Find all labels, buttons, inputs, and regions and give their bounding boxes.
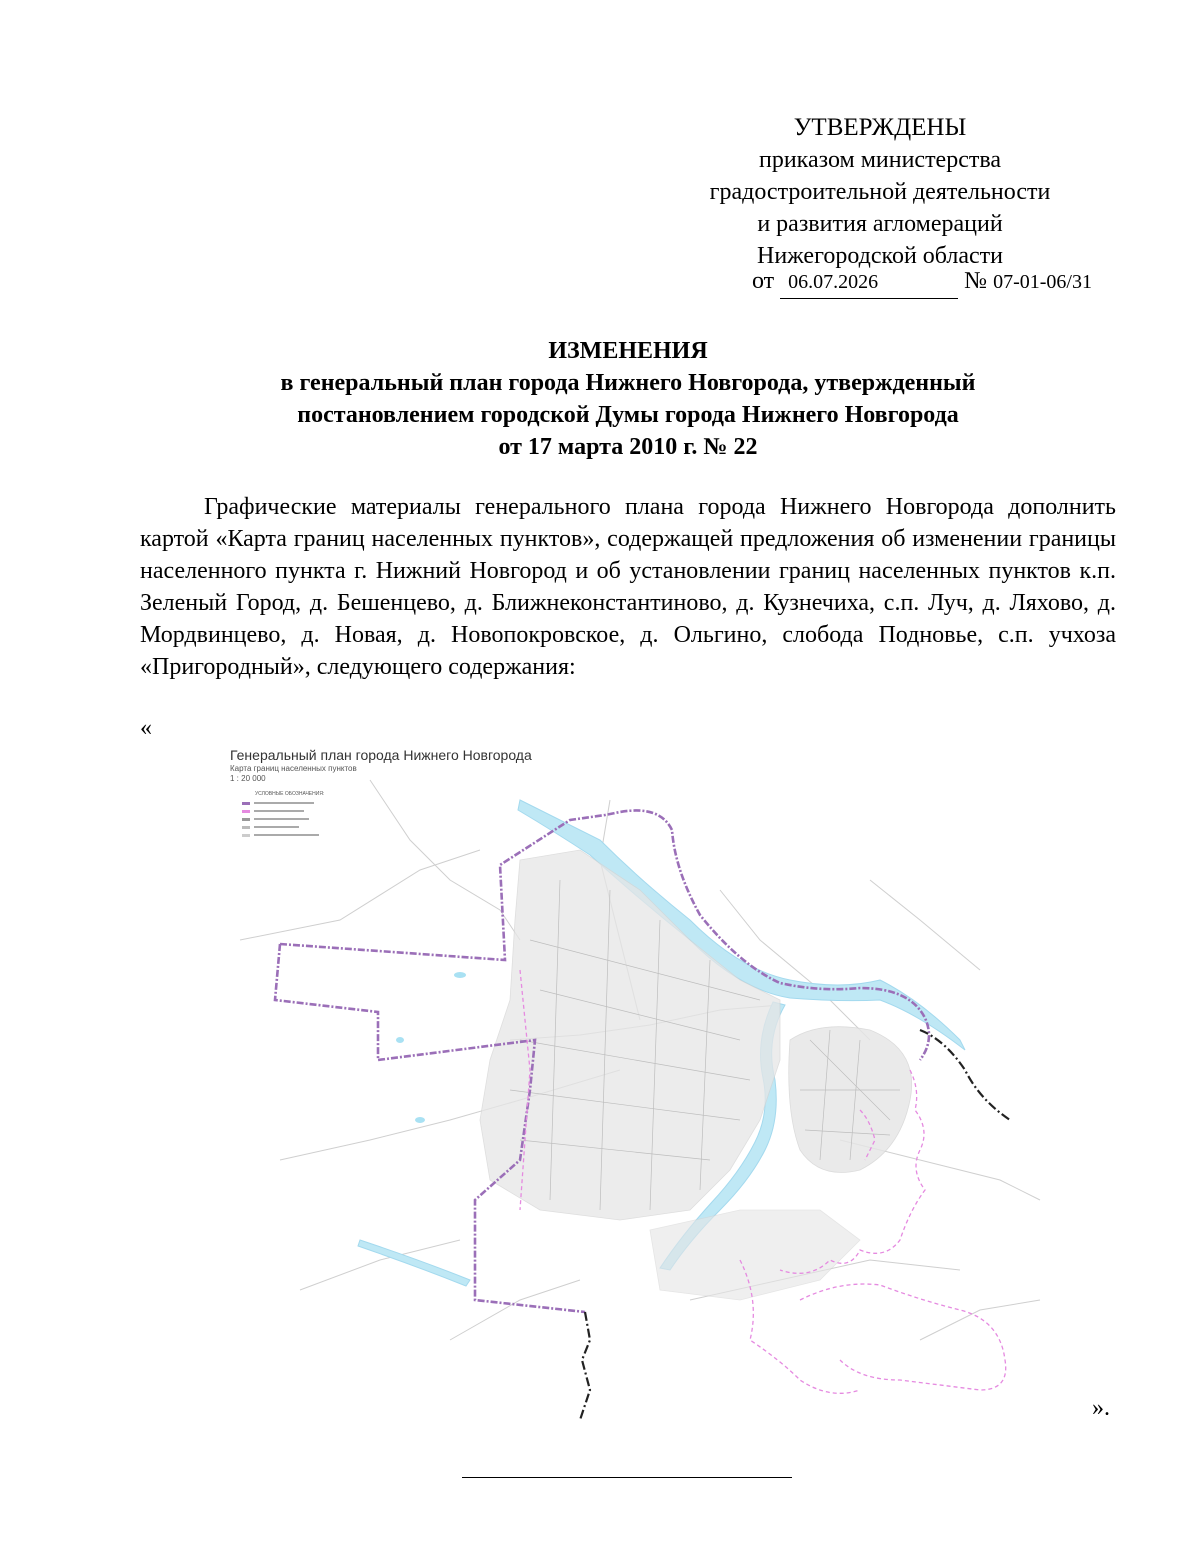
title-line-1: ИЗМЕНЕНИЯ [548, 338, 708, 364]
map-lakes [396, 972, 466, 1123]
map-subtitle: Карта границ населенных пунктов [230, 764, 357, 773]
title-line-3: постановлением городской Думы города Нижнего Новгорода [297, 402, 959, 428]
approval-line-1: приказом министерства [758, 147, 1002, 173]
approval-date: 06.07.2026 [780, 273, 958, 299]
approval-line-3: и развития агломераций [757, 211, 1003, 237]
document-title [140, 335, 1116, 463]
approval-line-2: градостроительной деятельности [709, 179, 1051, 205]
approval-heading: УТВЕРЖДЕНЫ [793, 114, 967, 141]
title-line-2: в генеральный план города Нижнего Новгорода, утвержденный [280, 370, 976, 396]
date-prefix: от [752, 268, 775, 294]
map-urban-area [480, 850, 912, 1300]
title-line-4: от 17 марта 2010 г. № 22 [498, 434, 758, 460]
body-paragraph: Графические материалы генерального плана города Нижнего Новгорода дополнить картой «Карта границ населенных пунктов», содержащей предложения об изменении границы населенного пункта г. Нижний Новгород и об установлении границ населенных пунктов к.п. Зеленый Город, д. Бешенцево, д. Ближнеконстантиново, д. Кузнечиха, с.п. Луч, д. Ляхово, д. Мордвинцево, д. Новая, д. Новопокровское, д. Ольгино, слобода Подновье, с.п. учхоза «Пригородный», следующего содержания: [140, 494, 1116, 680]
approval-number: 07-01-06/31 [993, 271, 1092, 293]
number-prefix: № [964, 268, 988, 294]
quote-close: ». [1092, 1395, 1110, 1421]
approval-line-4: Нижегородской области [756, 243, 1004, 269]
quote-open: « [140, 715, 152, 741]
footer-divider [462, 1477, 792, 1478]
map-title: Генеральный план города Нижнего Новгорода [230, 747, 532, 763]
map-legend-heading: УСЛОВНЫЕ ОБОЗНАЧЕНИЯ: [255, 791, 325, 797]
boundary-map [220, 740, 1050, 1420]
approval-date-line [752, 268, 1092, 299]
map-legend [242, 802, 319, 837]
map-scale: 1 : 20 000 [230, 774, 266, 783]
approval-block [660, 112, 1100, 272]
